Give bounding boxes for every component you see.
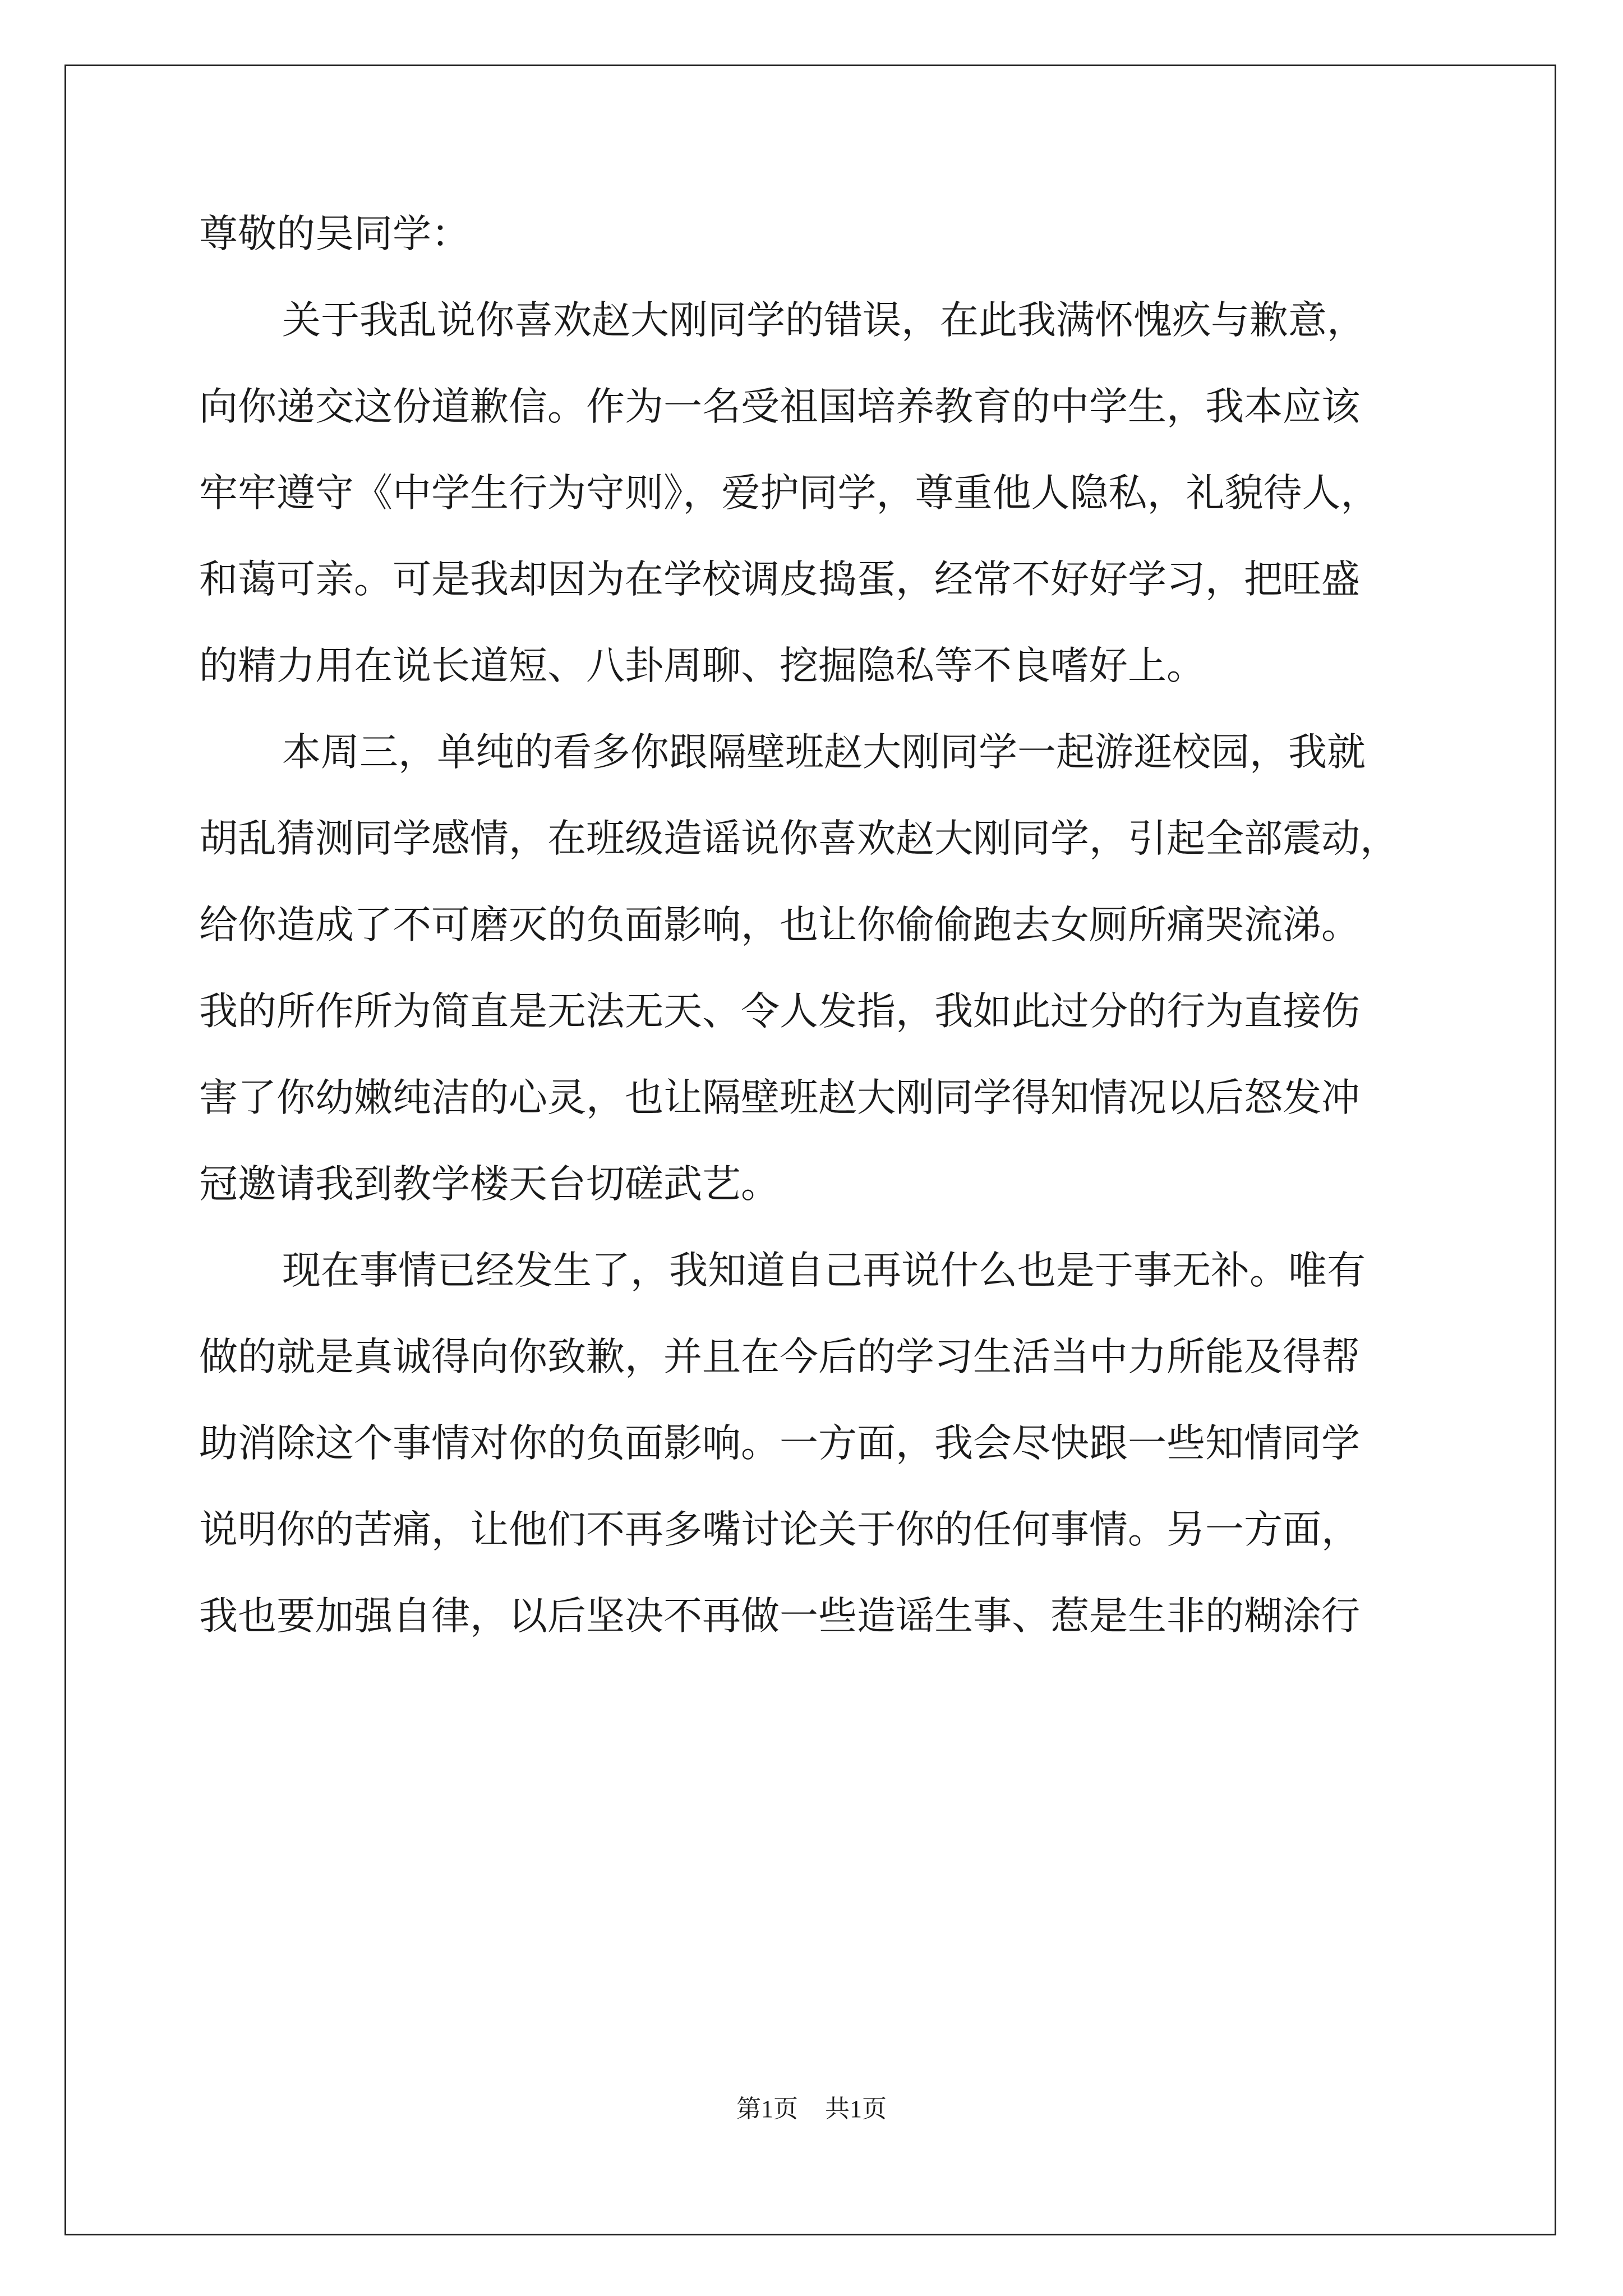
- paragraph-line: 我的所作所为简直是无法无天、令人发指，我如此过分的行为直接伤: [199, 989, 1360, 1034]
- paragraph-line: 胡乱猜测同学感情，在班级造谣说你喜欢赵大刚同学，引起全部震动，: [199, 816, 1399, 861]
- paragraph-line: 我也要加强自律，以后坚决不再做一些造谣生事、惹是生非的糊涂行: [199, 1594, 1360, 1639]
- page-number: 第1页: [736, 2095, 798, 2123]
- page-total: 共1页: [825, 2095, 887, 2123]
- paragraph-line: 害了你幼嫩纯洁的心灵，也让隔壁班赵大刚同学得知情况以后怒发冲: [199, 1075, 1360, 1120]
- paragraph-line: 和蔼可亲。可是我却因为在学校调皮捣蛋，经常不好好学习，把旺盛: [199, 557, 1360, 602]
- paragraph-line: 冠邀请我到教学楼天台切磋武艺。: [199, 1162, 780, 1207]
- letter-body: [199, 191, 1427, 1659]
- paragraph-line: 向你递交这份道歉信。作为一名受祖国培养教育的中学生，我本应该: [199, 384, 1360, 429]
- salutation: 尊敬的吴同学：: [199, 211, 470, 256]
- paragraph-line: 的精力用在说长道短、八卦周聊、挖掘隐私等不良嗜好上。: [199, 643, 1205, 688]
- paragraph-line: 助消除这个事情对你的负面影响。一方面，我会尽快跟一些知情同学: [199, 1421, 1360, 1466]
- paragraph-line: 做的就是真诚得向你致歉，并且在今后的学习生活当中力所能及得帮: [199, 1335, 1360, 1379]
- paragraph-line: 关于我乱说你喜欢赵大刚同学的错误，在此我满怀愧疚与歉意，: [282, 298, 1366, 343]
- paragraph-line: 本周三，单纯的看多你跟隔壁班赵大刚同学一起游逛校园，我就: [282, 730, 1366, 775]
- page-footer: [0, 2092, 1623, 2126]
- paragraph-line: 说明你的苦痛，让他们不再多嘴讨论关于你的任何事情。另一方面，: [199, 1507, 1360, 1552]
- paragraph-line: 现在事情已经发生了，我知道自己再说什么也是于事无补。唯有: [282, 1248, 1366, 1293]
- paragraph-line: 给你造成了不可磨灭的负面影响，也让你偷偷跑去女厕所痛哭流涕。: [199, 903, 1360, 947]
- paragraph-line: 牢牢遵守《中学生行为守则》，爱护同学，尊重他人隐私，礼貌待人，: [199, 471, 1380, 516]
